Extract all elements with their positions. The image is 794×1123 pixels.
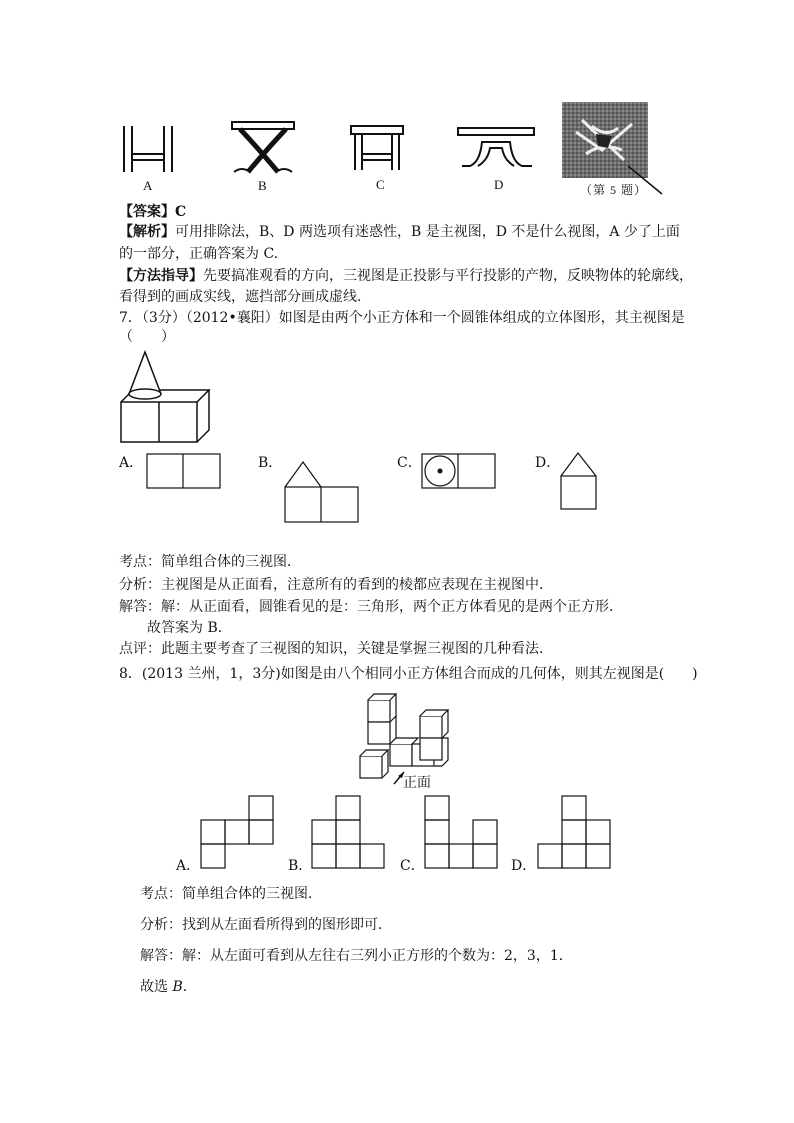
q6-analysis-line2: 的一部分，正确答案为 C. — [119, 246, 279, 262]
q6-option-b-figure — [228, 120, 300, 178]
q7-stem-line2: （ ） — [119, 329, 175, 345]
conclusion-prefix: 故选 — [140, 979, 173, 995]
method-text: 先要搞准观看的方向，三视图是正投影与平行投影的产物，反映物体的轮廓线， — [203, 268, 693, 284]
q7-option-c-figure — [421, 453, 497, 489]
q6-option-d-figure — [456, 126, 540, 170]
q8-conclusion — [140, 977, 197, 997]
q7-kaodian: 考点：简单组合体的三视图． — [119, 554, 301, 570]
q8-jieda: 解答：解：从左面可看到从左往右三列小正方形的个数为：2，3，1． — [140, 948, 573, 964]
q8-fenxi: 分析：找到从左面看所得到的图形即可． — [140, 917, 392, 933]
conclusion-value: B — [172, 979, 183, 995]
q7-option-a-label: A． — [119, 455, 144, 471]
q7-option-b-figure — [284, 460, 360, 524]
q6-photo-caption: （第 5 题） — [580, 183, 648, 197]
q7-jieda: 解答：解：从正面看，圆锥看见的是：三角形，两个正方体看见的是两个正方形． — [119, 599, 623, 615]
q8-stem: 8．(2013 兰州，1，3分)如图是由八个相同小正方体组合而成的几何体，则其左视图是( ) — [119, 666, 698, 682]
q7-solid-figure — [119, 350, 219, 446]
q6-method-line1 — [119, 266, 693, 286]
q6-option-c-label: C — [376, 177, 385, 192]
q6-analysis-line1 — [119, 222, 680, 242]
q7-option-a-figure — [146, 453, 222, 489]
q8-option-d-figure — [537, 795, 613, 869]
q7-dianping: 点评：此题主要考查了三视图的知识，关键是掌握三视图的几种看法． — [119, 641, 553, 657]
q6-option-b-label: B — [258, 178, 267, 193]
q6-option-a-figure — [120, 124, 180, 176]
q6-option-d-label: D — [494, 177, 504, 192]
q8-option-a-figure — [200, 795, 276, 869]
q6-option-a-label: A — [143, 178, 153, 193]
q7-option-c-label: C． — [397, 455, 422, 471]
q7-option-d-label: D． — [535, 455, 561, 471]
q8-option-a-label: A． — [176, 858, 201, 874]
q7-stem-line1: 7．（3分）（2012•襄阳）如图是由两个小正方体和一个圆锥体组成的立体图形，其主视图是 — [119, 310, 685, 326]
q6-option-c-figure — [349, 124, 409, 174]
method-tag: 【方法指导】 — [119, 268, 203, 284]
q8-option-c-label: C． — [400, 858, 425, 874]
q8-option-c-figure — [424, 795, 500, 869]
q8-kaodian: 考点：简单组合体的三视图． — [140, 886, 322, 902]
q8-front-label: 正面 — [403, 775, 431, 791]
q7-option-b-label: B． — [258, 455, 283, 471]
answer-tag: 【答案】 — [119, 204, 175, 220]
analysis-text: 可用排除法，B、D 两选项有迷惑性，B 是主视图，D 不是什么视图，A 少了上面 — [175, 224, 680, 240]
q8-option-d-label: D． — [511, 858, 537, 874]
q6-answer — [119, 202, 186, 222]
q8-option-b-label: B． — [288, 858, 313, 874]
q7-jieda2: 故答案为 B． — [147, 620, 232, 636]
conclusion-suffix: ． — [182, 979, 197, 995]
answer-value: C — [175, 204, 187, 220]
q7-option-d-figure — [560, 451, 598, 511]
analysis-tag: 【解析】 — [119, 224, 175, 240]
q6-method-line2: 看得到的画成实线，遮挡部分画成虚线. — [119, 289, 362, 305]
q8-option-b-figure — [311, 795, 387, 869]
q7-fenxi: 分析：主视图是从正面看，注意所有的看到的棱都应表现在主视图中． — [119, 577, 553, 593]
